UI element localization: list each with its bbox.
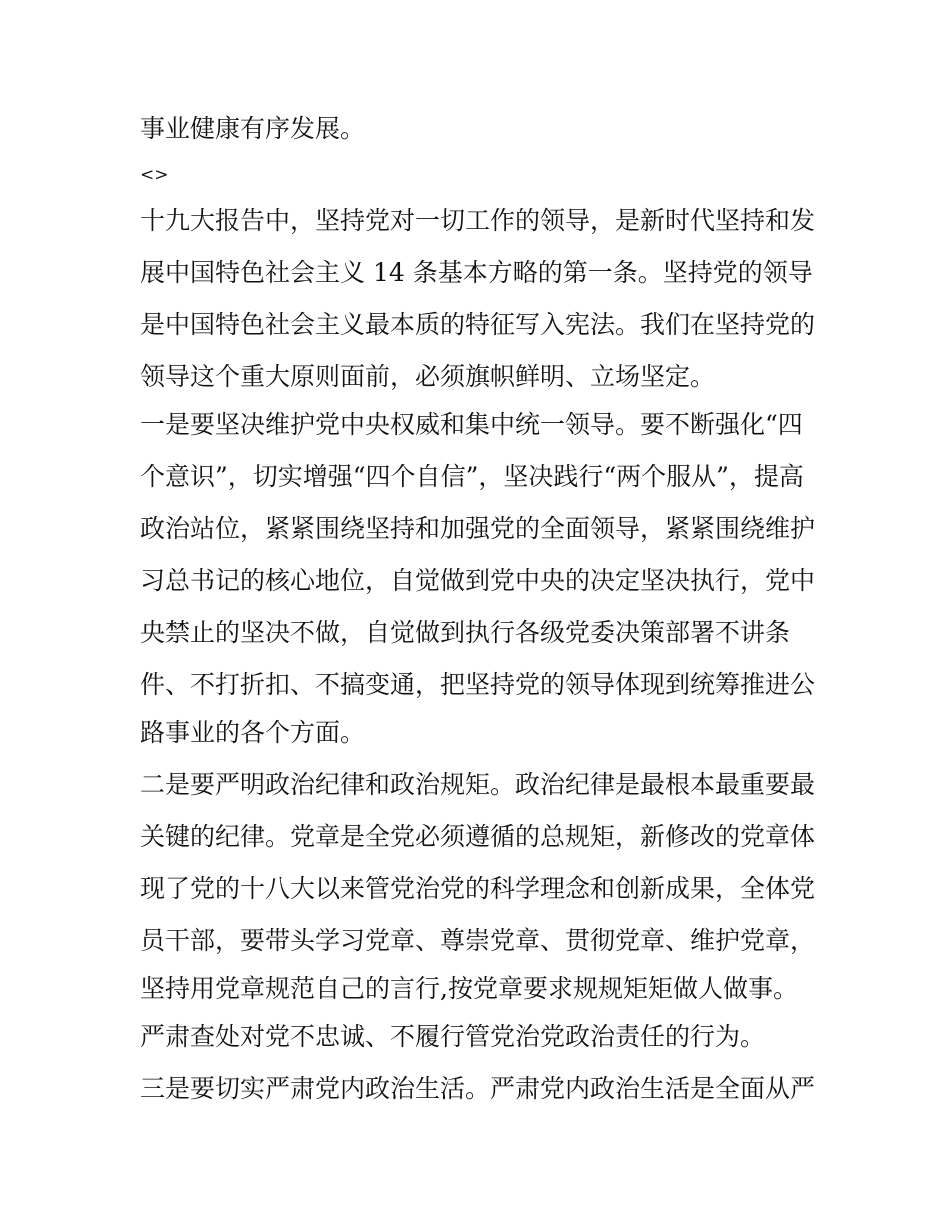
text-line: 事业健康有序发展。: [140, 114, 366, 143]
text-line: 习总书记的核心地位，自觉做到党中央的决定坚决执行，党中: [140, 566, 816, 595]
text-line: 三是要切实严肃党内政治生活。严肃党内政治生活是全面从严: [140, 1074, 816, 1103]
text-line: 央禁止的坚决不做，自觉做到执行各级党委决策部署不讲条: [140, 618, 791, 647]
text-line: 二是要严明政治纪律和政治规矩。政治纪律是最根本最重要最: [140, 770, 816, 799]
text-line: 严肃查处对党不忠诚、不履行管党治党政治责任的行为。: [140, 1022, 766, 1051]
text-line: 十九大报告中，坚持党对一切工作的领导，是新时代坚持和发: [140, 206, 816, 235]
text-line: 是中国特色社会主义最本质的特征写入宪法。我们在坚持党的: [140, 310, 816, 339]
text-line: 关键的纪律。党章是全党必须遵循的总规矩，新修改的党章体: [140, 822, 816, 851]
text-line: 现了党的十八大以来管党治党的科学理念和创新成果，全体党: [140, 874, 816, 903]
text-line: 坚持用党章规范自己的言行,按党章要求规规矩矩做人做事。: [140, 974, 798, 1003]
text-line: 领导这个重大原则面前，必须旗帜鲜明、立场坚定。: [140, 362, 716, 391]
text-line: 件、不打折扣、不搞变通，把坚持党的领导体现到统筹推进公: [140, 670, 816, 699]
text-line: 路事业的各个方面。: [140, 718, 366, 747]
text-line: 一是要坚决维护党中央权威和集中统一领导。要不断强化“四: [140, 410, 803, 439]
text-line: 员干部，要带头学习党章、尊崇党章、贯彻党章、维护党章，: [140, 926, 816, 955]
text-line: 展中国特色社会主义 14 条基本方略的第一条。坚持党的领导: [140, 258, 813, 287]
text-line: 政治站位，紧紧围绕坚持和加强党的全面领导，紧紧围绕维护: [140, 514, 816, 543]
text-line: 个意识”，切实增强“四个自信”，坚决践行“两个服从”，提高: [140, 462, 804, 491]
placeholder-marker: <>: [140, 165, 169, 185]
